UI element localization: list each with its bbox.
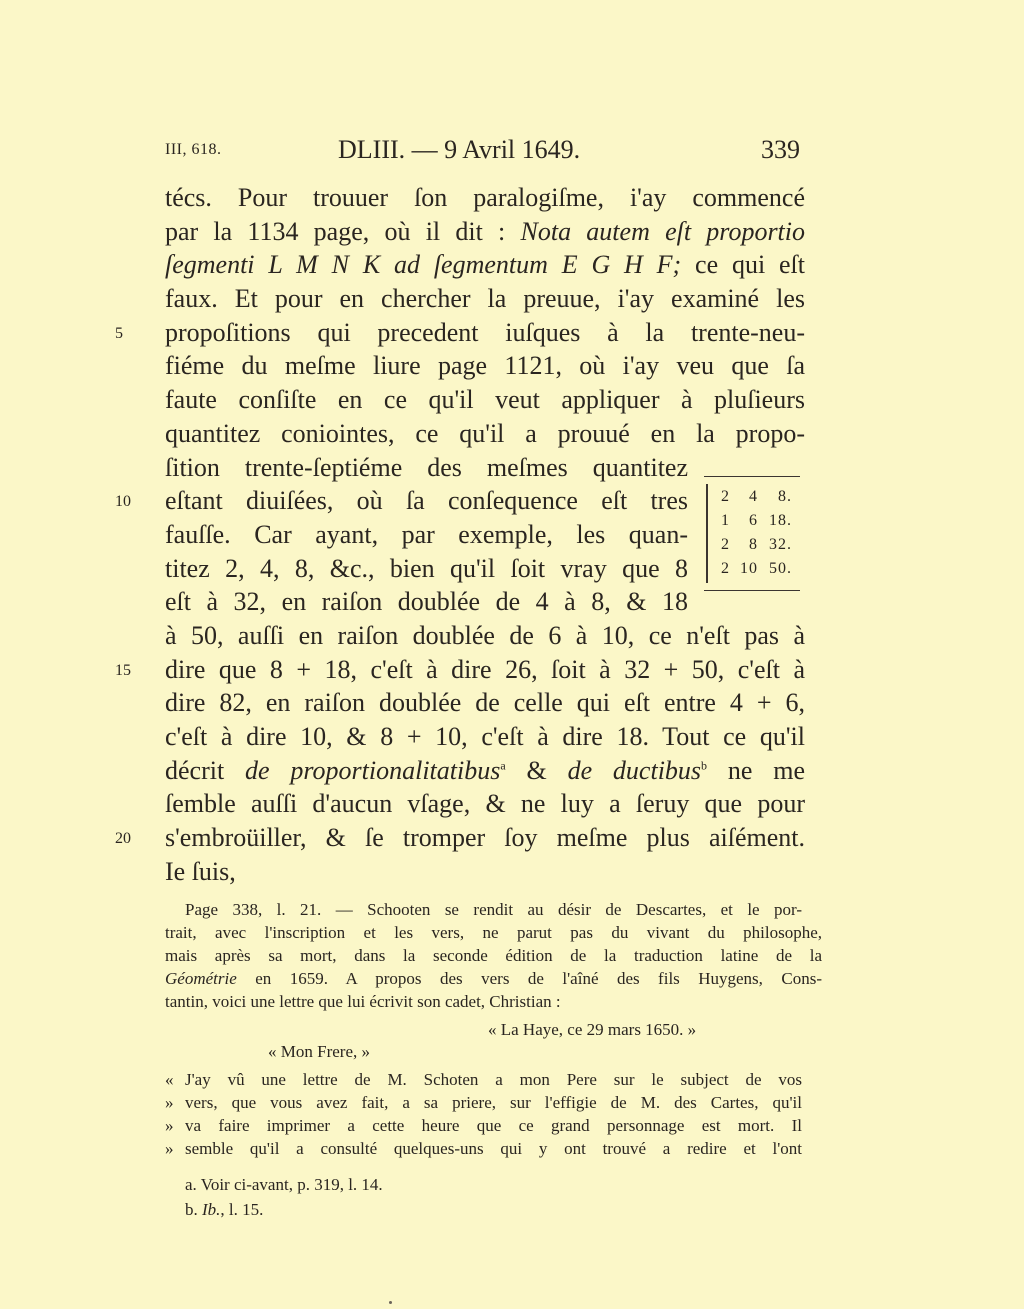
text-line: ſemble auſſi d'aucun vſage, & ne luy a ſeruy que pour <box>165 789 805 819</box>
page-number: 339 <box>761 135 800 164</box>
table-row: 1 6 18. <box>721 512 792 529</box>
text-line: faux. Et pour en chercher la preuue, i'ay examiné les <box>165 284 805 314</box>
line-number: 5 <box>115 324 123 342</box>
page-speck <box>389 1301 392 1304</box>
text-line: faute conſiſte en ce qu'il veut appliquer à pluſieurs <box>165 385 805 415</box>
footnote: b. Ib., l. 15. <box>185 1200 264 1219</box>
line-number: 20 <box>115 830 131 848</box>
letter-quote <box>165 1068 802 1160</box>
note-line: Page 338, l. 21. — Schooten se rendit au désir de Descartes, et le por- <box>185 900 802 919</box>
header-title: DLIII. — 9 Avril 1649. <box>338 135 581 164</box>
text-line: à 50, auſſi en raiſon doublée de 6 à 10, ce n'eſt pas à <box>165 620 805 650</box>
text-line: fauſſe. Car ayant, par exemple, les quan- <box>165 519 688 549</box>
footnote: a. Voir ci-avant, p. 319, l. 14. <box>185 1175 383 1194</box>
footnotes <box>185 1172 383 1222</box>
table-row: 2 4 8. <box>721 488 792 505</box>
text-line: fiéme du meſme liure page 1121, où i'ay veu que ſa <box>165 351 805 381</box>
number-table <box>704 476 800 591</box>
text-line: décrit de proportionalitatibus$^a$ & de ductibus$^b$ ne me <box>165 755 806 785</box>
header-reference: III, 618. <box>165 141 222 158</box>
quote-line: « J'ay vû une lettre de M. Schoten a mon Pere sur le subject de vos <box>165 1070 802 1089</box>
letter-date: « La Haye, ce 29 mars 1650. » <box>488 1020 697 1039</box>
text-line: c'eſt à dire 10, & 8 + 10, c'eſt à dire 18. Tout ce qu'il <box>165 722 805 751</box>
text-line: par la 1134 page, où il dit : Nota autem eſt proportio <box>165 216 806 246</box>
quote-line: » va faire imprimer a cette heure que ce grand personnage est mort. Il <box>165 1116 802 1135</box>
text-line: Ie ſuis, <box>165 856 236 886</box>
text-line: 10 eſtant diuiſées, où ſa conſequence eſt tres <box>165 484 688 518</box>
table-row: 2 8 32. <box>721 536 792 553</box>
line-number: 10 <box>115 493 131 511</box>
text-line: 15 dire que 8 + 18, c'eſt à dire 26, ſoit à 32 + 50, c'eſt à <box>165 653 805 687</box>
table-rule <box>706 484 708 583</box>
footnote-marker: a <box>500 758 506 773</box>
text-line: ſition trente-ſeptiéme des meſmes quantitez <box>165 452 688 482</box>
note-line: trait, avec l'inscription et les vers, ne parut pas du vivant du philosophe, <box>165 923 822 942</box>
text-line: dire 82, en raiſon doublée de celle qui eſt entre 4 + 6, <box>165 688 805 718</box>
editor-note <box>165 898 822 1013</box>
line-number: 15 <box>115 661 131 679</box>
quote-line: » vers, que vous avez fait, a sa priere, sur l'effigie de M. des Cartes, qu'il <box>165 1093 802 1112</box>
quote-line: » semble qu'il a consulté quelques-uns qui y ont trouvé a redire et l'ont <box>165 1139 802 1158</box>
letter-salutation: « Mon Frere, » <box>268 1042 370 1061</box>
text-line: técs. Pour trouuer ſon paralogiſme, i'ay commencé <box>165 183 805 212</box>
footnote-marker: b <box>701 758 708 773</box>
table-row: 2 10 50. <box>721 560 792 577</box>
note-line: mais après sa mort, dans la seconde édition de la traduction latine de la <box>165 946 822 965</box>
text-line: 5 propoſitions qui precedent iuſques à la trente-neu- <box>165 316 805 350</box>
note-line: Géométrie en 1659. A propos des vers de l'aîné des fils Huygens, Cons- <box>165 969 822 988</box>
text-line: quantitez coniointes, ce qu'il a prouué en la propo- <box>165 418 805 448</box>
text-line: eſt à 32, en raiſon doublée de 4 à 8, & 18 <box>165 587 688 617</box>
note-line: tantin, voici une lettre que lui écrivit son cadet, Christian : <box>165 992 561 1011</box>
text-line: 20 s'embroüiller, & ſe tromper ſoy meſme plus aiſément. <box>165 821 805 855</box>
text-line: titez 2, 4, 8, &c., bien qu'il ſoit vray que 8 <box>165 553 688 583</box>
text-line: ſegmenti L M N K ad ſegmentum E G H F; ce qui eſt <box>165 250 805 280</box>
